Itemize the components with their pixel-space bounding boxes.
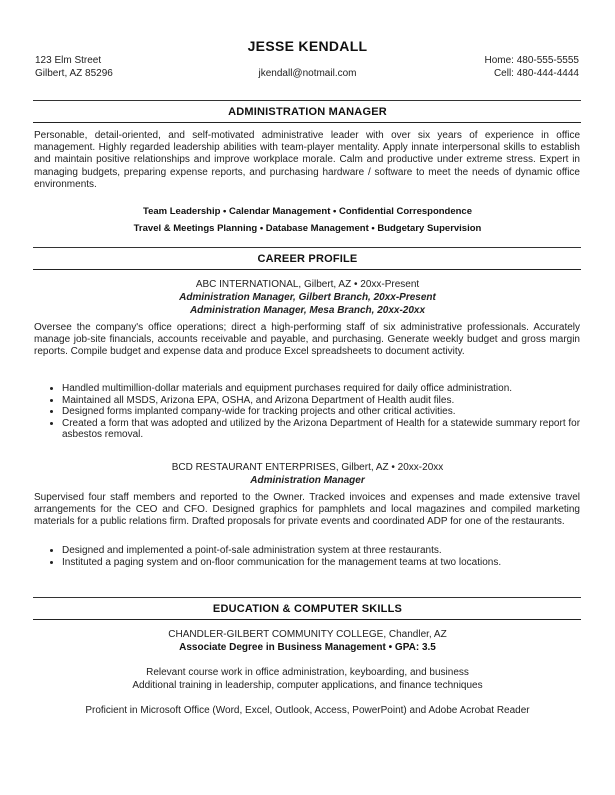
job1-company: ABC INTERNATIONAL, Gilbert, AZ • 20xx-Present: [195, 279, 420, 290]
divider-education-top: [33, 597, 581, 598]
section-heading-education: EDUCATION & COMPUTER SKILLS: [212, 603, 403, 615]
cell-phone: Cell: 480-444-4444: [493, 68, 579, 79]
professional-summary: Personable, detail-oriented, and self-motivated administrative leader with over six years of experience in office management. Highly regarded leadership abilities with team-player mentality. Apply innate interpersonal skills to establish and maintain positive relationships and improve workplace morale. Calm and productive under extreme stress. Expert in managing budgets, preparing expense reports, and purchasing hardware / software to meet the needs of dynamic office environments.: [34, 130, 580, 190]
list-item: • Instituted a paging system and on-floor communication for the management teams at two locations.: [62, 557, 602, 569]
list-item: • Designed and implemented a point-of-sale administration system at three restaurants.: [62, 545, 602, 557]
list-item: • Maintained all MSDS, Arizona EPA, OSHA, and Arizona Department of Health audit files.: [62, 395, 602, 407]
list-item: • Handled multimillion-dollar materials and equipment purchases required for daily office administration.: [62, 383, 602, 395]
job1-role-2: Administration Manager, Mesa Branch, 20xx-20xx: [189, 305, 426, 316]
address-city: Gilbert, AZ 85296: [35, 68, 113, 79]
job2-bullet-list: [48, 545, 602, 568]
divider-top: [33, 100, 581, 101]
section-heading-career: CAREER PROFILE: [257, 253, 358, 265]
job2-role: Administration Manager: [250, 475, 365, 486]
phone-block: [484, 54, 579, 80]
job1-bullet-list: [48, 383, 602, 441]
skills-line-1: Team Leadership • Calendar Management • Confidential Correspondence: [142, 206, 473, 217]
divider-education-bottom: [33, 619, 581, 620]
job1-role-1: Administration Manager, Gilbert Branch, 20xx-Present: [179, 292, 436, 303]
list-item: • Created a form that was adopted and utilized by the Arizona Department of Health for a statewide summary report for asbestos removal.: [62, 418, 602, 441]
degree-info: Associate Degree in Business Management • GPA: 3.5: [179, 642, 436, 653]
divider-career-top: [33, 247, 581, 248]
address-street: 123 Elm Street: [35, 55, 102, 66]
job2-description: Supervised four staff members and reported to the Owner. Tracked invoices and expenses and made extensive travel arrangements for the CEO and CFO. Designed graphics for pamphlets and local magazines and compiled marketing materials for a public relations firm. Drafted proposals for private events and coordinated ADP for one of the restaurants.: [34, 492, 580, 528]
job2-company: BCD RESTAURANT ENTERPRISES, Gilbert, AZ • 20xx-20xx: [171, 462, 444, 473]
coursework-line-1: Relevant course work in office administration, keyboarding, and business: [146, 667, 469, 678]
divider-title-bottom: [33, 122, 581, 123]
computer-skills: Proficient in Microsoft Office (Word, Excel, Outlook, Access, PowerPoint) and Adobe Acrobat Reader: [85, 705, 530, 716]
email-address: jkendall@notmail.com: [258, 68, 357, 79]
skills-line-2: Travel & Meetings Planning • Database Management • Budgetary Supervision: [133, 223, 482, 234]
home-phone: Home: 480-555-5555: [484, 55, 579, 66]
school-name: CHANDLER-GILBERT COMMUNITY COLLEGE, Chandler, AZ: [168, 629, 447, 640]
candidate-name: JESSE KENDALL: [247, 38, 368, 54]
section-heading-title: ADMINISTRATION MANAGER: [228, 106, 387, 118]
coursework-line-2: Additional training in leadership, computer applications, and finance techniques: [132, 680, 483, 691]
job1-description: Oversee the company's office operations; direct a high-performing staff of six administrative professionals. Accurately manage job-site financials, accounts receivable and payable, and purchasing. Generate weekly budget and gross margin reports. Compile budget and expense data and produce Excel spreadsheets to document activity.: [34, 322, 580, 358]
list-item: • Designed forms implanted company-wide for tracking projects and other critical activities.: [62, 406, 602, 418]
divider-career-bottom: [33, 269, 581, 270]
